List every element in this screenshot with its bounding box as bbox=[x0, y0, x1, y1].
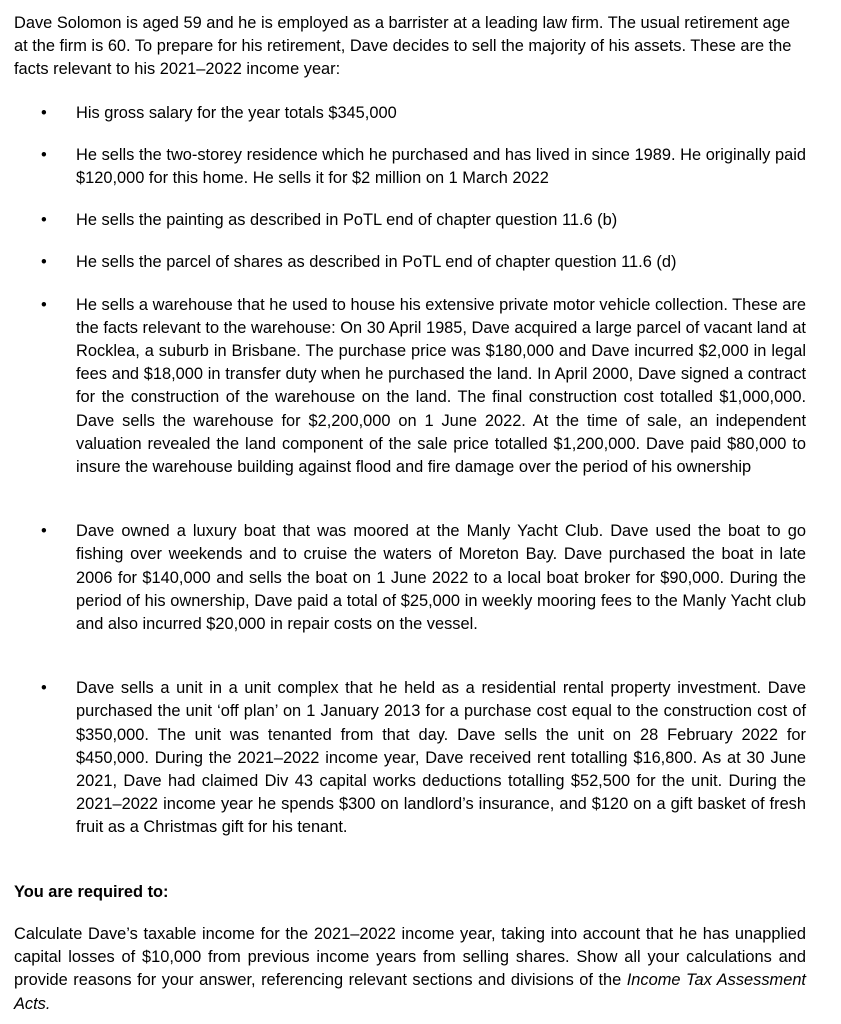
required-heading: You are required to: bbox=[14, 882, 169, 901]
fact-painting: • He sells the painting as described in PoTL end of chapter question 11.6 (b) bbox=[14, 209, 806, 232]
fact-warehouse: • He sells a warehouse that he used to house his extensive private motor vehicle collection. These are the facts relevant to the warehouse: On 30 April 1985, Dave acquired a large parcel of vacant land at Rocklea, a suburb in Brisbane. The purchase price was $180,000 and Dave incurred $2,000 in legal fees and $18,000 in transfer duty when he purchased the land. In April 2000, Dave signed a contract for the construction of the warehouse on the land. The final construction cost totalled $1,000,000. Dave sells the warehouse for $2,200,000 on 1 June 2022. At the time of sale, an independent valuation revealed the land component of the sale price totalled $1,200,000. Dave paid $80,000 to insure the warehouse building against flood and fire damage over the period of his ownership bbox=[14, 294, 806, 480]
fact-shares: • He sells the parcel of shares as described in PoTL end of chapter question 11.6 (d) bbox=[14, 251, 806, 274]
fact-residence: • He sells the two-storey residence which he purchased and has lived in since 1989. He originally paid $120,000 for this home. He sells it for $2 million on 1 March 2022 bbox=[14, 144, 806, 190]
required-body-text: Calculate Dave’s taxable income for the 2021–2022 income year, taking into account that he has unapplied capital losses of $10,000 from previous income years from selling shares. Show all your calculations and provide reasons for your answer, referencing relevant sections and divisions of the bbox=[14, 924, 806, 990]
act-title: Income Tax Assessment Acts. bbox=[14, 971, 806, 1013]
fact-boat: • Dave owned a luxury boat that was moored at the Manly Yacht Club. Dave used the boat to go fishing over weekends and to cruise the waters of Moreton Bay. Dave purchased the boat in late 2006 for $140,000 and sells the boat on 1 June 2022 to a local boat broker for $90,000. During the period of his ownership, Dave paid a total of $25,000 in weekly mooring fees to the Manly Yacht club and also incurred $20,000 in repair costs on the vessel. bbox=[14, 520, 806, 636]
assignment-document bbox=[14, 12, 806, 1016]
fact-salary: • His gross salary for the year totals $345,000 bbox=[14, 102, 806, 125]
required-body bbox=[14, 923, 806, 1016]
fact-rental-unit: • Dave sells a unit in a unit complex that he held as a residential rental property investment. Dave purchased the unit ‘off plan’ on 1 January 2013 for a purchase cost equal to the construction cost of $350,000. The unit was tenanted from that day. Dave sells the unit on 28 February 2022 for $450,000. During the 2021–2022 income year, Dave received rent totalling $16,800. As at 30 June 2021, Dave had claimed Div 43 capital works deductions totalling $52,500 for the unit. During the 2021–2022 income year he spends $300 on landlord’s insurance, and $120 on a gift basket of fresh fruit as a Christmas gift for his tenant. bbox=[14, 677, 806, 839]
intro-paragraph: Dave Solomon is aged 59 and he is employed as a barrister at a leading law firm. The usual retirement age at the firm is 60. To prepare for his retirement, Dave decides to sell the majority of his assets. These are the facts relevant to his 2021–2022 income year: bbox=[14, 14, 792, 79]
facts-list bbox=[14, 102, 806, 840]
